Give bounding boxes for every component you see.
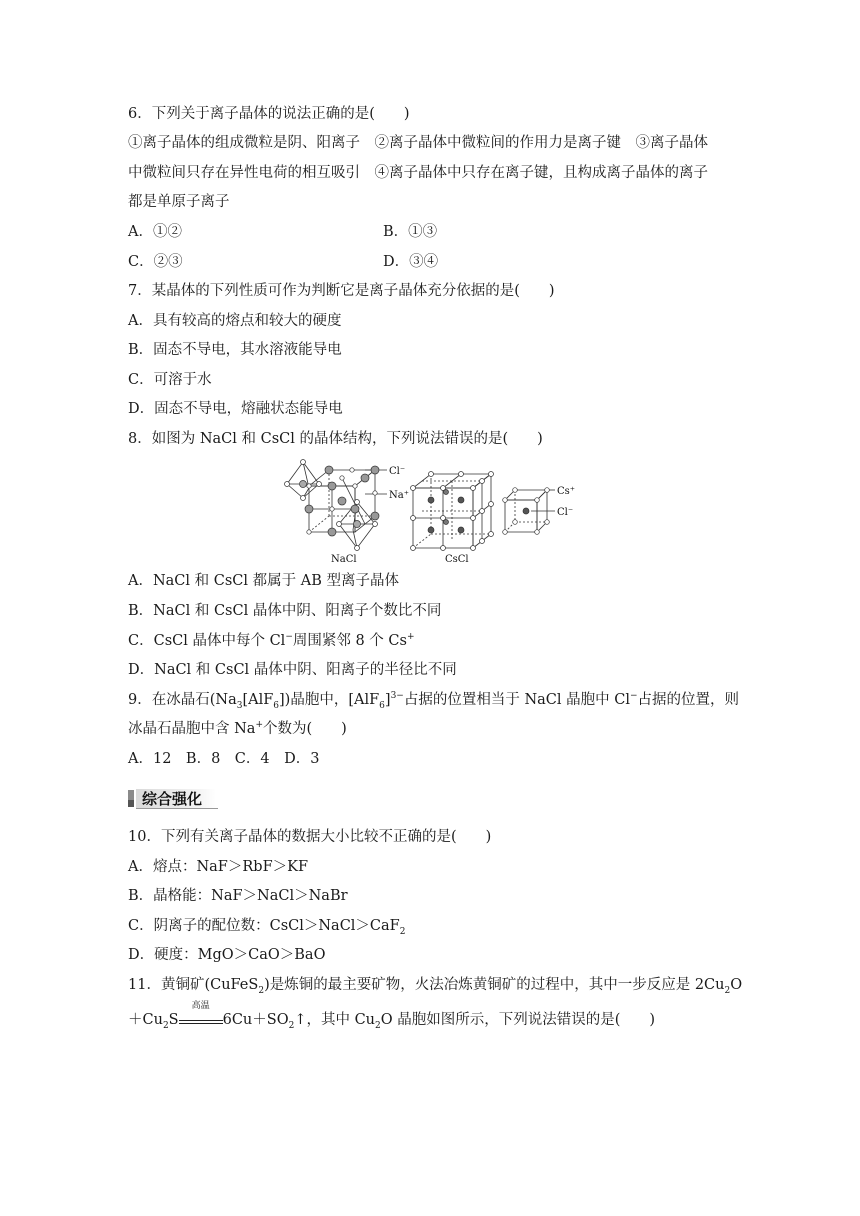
q7-option-b: B．固态不导电，其水溶液能导电 [128, 342, 342, 358]
q10-option-d: D．硬度：MgO＞CaO＞BaO [128, 947, 326, 963]
nacl-caption: NaCl [331, 554, 357, 565]
q6-statement-line: 中微粒间只存在异性电荷的相互吸引 ④离子晶体中只存在离子键，且构成离子晶体的离子 [128, 165, 708, 181]
q10-option-c: C．阴离子的配位数：CsCl＞NaCl＞CaF$_2$ [128, 918, 406, 937]
q9-stem-line: 9．在冰晶石$(Na_3[AlF_6])$晶胞中，$[AlF_6]^{3-}$占据的位置相当于 NaCl 晶胞中 Cl−占据的位置，则 [128, 691, 740, 711]
na-ion-label: Na⁺ [389, 490, 409, 501]
reaction-equals-sign: 高温 [179, 1012, 223, 1024]
nacl-cscl-diagram [283, 458, 583, 566]
q6-option-b: B．①③ [383, 224, 438, 240]
q7-option-c: C．可溶于水 [128, 372, 212, 388]
q6-statement-line: ①离子晶体的组成微粒是阴、阳离子 ②离子晶体中微粒间的作用力是离子键 ③离子晶体 [128, 135, 708, 151]
cs-ion-label: Cs⁺ [557, 486, 576, 497]
q10-stem: 10．下列有关离子晶体的数据大小比较不正确的是( ) [128, 829, 492, 845]
q10-option-a: A．熔点：NaF＞RbF＞KF [128, 859, 309, 875]
q8-option-d: D．NaCl 和 CsCl 晶体中阴、阳离子的半径比不同 [128, 662, 457, 678]
q9-options: A．12 B．8 C．4 D．3 [128, 751, 320, 767]
q6-stem: 6．下列关于离子晶体的说法正确的是( ) [128, 106, 410, 122]
q7-option-d: D．固态不导电，熔融状态能导电 [128, 401, 343, 417]
q6-option-d: D．③④ [383, 254, 439, 270]
q8-option-c: C．CsCl 晶体中每个 Cl−周围紧邻 8 个 Cs+ [128, 632, 415, 649]
q8-option-b: B．NaCl 和 CsCl 晶体中阴、阳离子个数比不同 [128, 603, 442, 619]
q8-stem: 8．如图为 NaCl 和 CsCl 的晶体结构，下列说法错误的是( ) [128, 431, 543, 447]
q6-option-c: C．②③ [128, 254, 183, 270]
cscl-caption: CsCl [445, 554, 469, 565]
q10-option-b: B．晶格能：NaF＞NaCl＞NaBr [128, 888, 348, 904]
q9-stem-line: 冰晶石晶胞中含 Na+个数为( ) [128, 720, 347, 737]
cl-ion-label: Cl⁻ [389, 466, 406, 477]
crystal-structure-figure [283, 458, 583, 566]
q7-stem: 7．某晶体的下列性质可作为判断它是离子晶体充分依据的是( ) [128, 283, 555, 299]
q8-option-a: A．NaCl 和 CsCl 都属于 AB 型离子晶体 [128, 573, 399, 589]
q6-statement-line: 都是单原子离子 [128, 194, 230, 210]
cl-ion-label: Cl⁻ [557, 507, 574, 518]
section-title: 综合强化 [142, 790, 203, 808]
section-header [128, 787, 218, 809]
q6-option-a: A．①② [128, 224, 182, 240]
q11-stem-line: $+Cu_2S$ 高温 $6Cu+SO_2↑$，其中 $Cu_2O$ 晶胞如图所示，下列说法错误的是( ) [128, 1001, 656, 1031]
q7-option-a: A．具有较高的熔点和较大的硬度 [128, 313, 342, 329]
q11-stem-line: 11．黄铜矿(CuFeS$_2$)是炼铜的最主要矿物，火法冶炼黄铜矿的过程中，其中一步反应是 $2Cu_2O$ [128, 977, 743, 996]
